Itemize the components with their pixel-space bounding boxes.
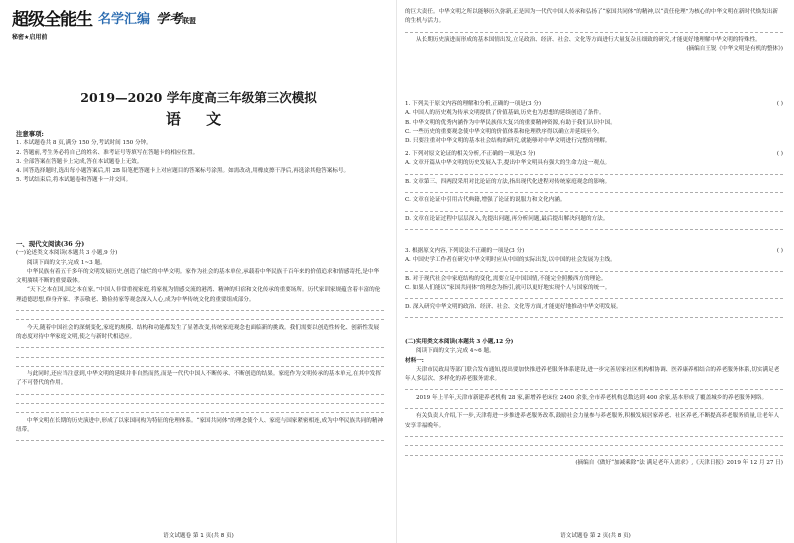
- option-c: C. 如果人们能以“家国共同体”的理念为指引,就可以更好地实现个人与国家的统一。: [405, 285, 611, 292]
- text-line-placeholder: [405, 187, 783, 196]
- brand-mark: [156, 8, 196, 27]
- instruction: 阅读下面的文字,完成 4~6 题。: [416, 348, 495, 355]
- brand-header: [12, 6, 196, 28]
- exam-title: 2019—2020 学年度高三年级第三次模拟: [80, 90, 317, 105]
- text-line-placeholder: [16, 342, 384, 351]
- brand-logo: 超级全能生: [12, 9, 92, 30]
- text-line-placeholder: [405, 266, 783, 275]
- passage-continued: [405, 8, 783, 54]
- text-line-placeholder: [16, 352, 384, 361]
- answer-bracket: ( ): [776, 101, 783, 107]
- question-stem: 1. 下列关于原文内容的理解和分析,正确的一项是(3 分) ( ): [405, 100, 783, 109]
- material-paragraph: 有关负责人介绍,下一步,天津将进一步推进养老服务改革,鼓励社会力量参与养老服务,积极发展居家养老、社区养老,不断提高养老服务质量,让老年人安享幸福晚年。: [405, 413, 780, 429]
- passage-paragraph: 今天,随着中国社会的深刻变化,家庭的规模、结构和功能都发生了显著改变,传统家庭观念也面临新的挑战。我们需要以创造性转化、创新性发展的态度对待中华家庭文明,使之与新时代相适应。: [16, 324, 380, 340]
- subsection-title: (一)论述类文本阅读(本题共 3 小题,9 分): [16, 250, 118, 257]
- section-1: [16, 240, 384, 445]
- text-line-placeholder: [405, 27, 783, 36]
- answer-bracket: ( ): [776, 151, 783, 157]
- page-footer: 语文试题卷 第 1 页(共 8 页): [163, 533, 234, 539]
- option-c: C. 一些历史的重要观念使中华文明的价值体系和伦理秩序得以确立并延续至今。: [405, 128, 603, 135]
- question-2: [405, 150, 783, 234]
- text-line-placeholder: [405, 169, 783, 178]
- brand-mark-small: 联盟: [182, 16, 197, 25]
- option-d: D. 只要注重对中华文明的基本社会结构的研究,就能够对中华文明进行完整的理解。: [405, 138, 611, 145]
- question-1: [405, 100, 783, 146]
- passage-paragraph: 与此同时,还应当注意到,中华文明的延续并非自然而然,而是一代代中国人不断传承、不断创造的结果。家庭作为文明传承的基本单元,在其中发挥了不可替代的作用。: [16, 371, 381, 387]
- text-line-placeholder: [405, 293, 783, 302]
- text-line-placeholder: [16, 435, 384, 444]
- notice-item: 2. 答题前,考生务必将自己的姓名、准考证号等填写在答题卡的相应位置。: [16, 149, 199, 156]
- notice-item: 4. 回答选择题时,选出每小题答案后,用 2B 铅笔把答题卡上对应题目的答案标号涂黑。如需改动,用橡皮擦干净后,再选涂其他答案标号。: [16, 168, 350, 175]
- passage-paragraph: 的巨大责任。中华文明之所以能够历久弥新,正是因为一代代中国人传承和弘扬了“家国共同体”的精神,以“责任伦理”为核心的中华文明在新时代焕发出新的生机与活力。: [405, 9, 778, 25]
- page-right: [397, 0, 794, 543]
- answer-bracket: ( ): [776, 248, 783, 254]
- option-b: B. 文章第三、四两段采用对比论证的方法,指出现代化进程对传统家庭观念的影响。: [405, 178, 611, 185]
- material-paragraph: 2019 年上半年,天津市新建养老机构 28 家,新增养老床位 2400 余张,全市养老机构总数达到 400 余家,基本形成了覆盖城乡的养老服务网络。: [416, 394, 768, 401]
- text-line-placeholder: [16, 305, 384, 314]
- text-line-placeholder: [405, 403, 783, 412]
- option-c: C. 文章在论证中引用古代典籍,增强了论证的说服力和文化内涵。: [405, 197, 566, 204]
- option-b: B. 对于现代社会中家庭结构的变化,需要立足中国国情,不能完全照搬西方的理论。: [405, 275, 607, 282]
- passage-paragraph: 从长期历史演进而形成的基本国情出发,立足政治、经济、社会、文化等方面进行大量复杂且细致的研究,才能更好地理解中华文明的特殊性。: [416, 36, 761, 43]
- source-citation: (摘编自《做好“加减乘除”法 满足老年人需求》,《天津日报》2019 年 12 月 27 日): [575, 459, 783, 466]
- question-stem: 3. 根据原文内容,下列说法不正确的一项是(3 分) ( ): [405, 247, 783, 256]
- text-line-placeholder: [16, 361, 384, 370]
- question-3: [405, 247, 783, 321]
- notice-item: 5. 考试结束后,将本试题卷和答题卡一并交回。: [16, 177, 132, 184]
- option-a: A. 文章开篇从中华文明的历史发展入手,提出中华文明具有强大的生命力这一观点。: [405, 160, 611, 167]
- brand-mark-text: 学考: [156, 11, 183, 27]
- brand-sub-logo: 名学汇编: [98, 11, 151, 27]
- option-a: A. 中国人的历史观为传承文明提供了价值基础,历史也为思想的延续创造了条件。: [405, 110, 605, 117]
- passage-paragraph: 中华文明在长期的历史演进中,形成了以家国同构为特征的伦理体系。“家国共同体”的理念使个人、家庭与国家紧密相连,成为中华民族共同的精神纽带。: [16, 417, 384, 433]
- material-title: 材料一:: [405, 357, 424, 364]
- notice-item: 1. 本试题卷共 8 页,满分 150 分,考试时间 150 分钟。: [16, 140, 152, 147]
- option-b: B. 中华文明的优秀内涵作为中华民族伟大复兴的重要精神资源,有助于我们认识中国。: [405, 119, 616, 126]
- notice-title: 注意事项:: [16, 130, 44, 138]
- text-line-placeholder: [405, 440, 783, 449]
- passage-paragraph: “天下之本在国,国之本在家。”中国人非常重视家庭,将家视为情感交流的港湾、精神的归宿和文化传承的重要场所。历代家训家规蕴含着丰富的伦理道德思想,修身齐家、孝亲敬老、勤俭持家等观念深入人心,成为中华传统文化的重要组成部分。: [16, 287, 381, 303]
- option-d: D. 深入研究中华文明的政治、经济、社会、文化等方面,才能更好地推动中华文明发展。: [405, 303, 622, 310]
- secret-label: 秘密★启用前: [12, 34, 48, 41]
- instruction: 阅读下面的文字,完成 1~3 题。: [27, 259, 106, 266]
- text-line-placeholder: [405, 384, 783, 393]
- material-paragraph: 天津市民政局等部门联合发布通知,提出要加快推进养老服务体系建设,进一步完善居家社区机构相协调、医养康养相结合的养老服务体系,切实满足老年人多层次、多样化的养老服务需求。: [405, 366, 780, 383]
- option-d: D. 文章在论证过程中层层深入,先提出问题,再分析问题,最后提出解决问题的方法。: [405, 216, 609, 223]
- source-citation: (摘编自王锐《中华文明是有机的整体》): [686, 46, 783, 53]
- notice-item: 3. 全部答案在答题卡上完成,答在本试题卷上无效。: [16, 158, 143, 165]
- text-line-placeholder: [405, 224, 783, 233]
- section-title: 一、现代文阅读(36 分): [16, 240, 85, 248]
- passage-paragraph: 中华民族有着五千多年的文明发展历史,创造了灿烂的中华文明。家作为社会的基本单位,承载着中华民族千百年来的价值追求和情感寄托,是中华文明赓续不断的重要载体。: [16, 268, 380, 285]
- text-line-placeholder: [16, 407, 384, 416]
- section-2: [405, 338, 783, 468]
- text-line-placeholder: [405, 312, 783, 321]
- text-line-placeholder: [16, 398, 384, 407]
- question-stem: 2. 下列对原文论证的相关分析,不正确的一项是(3 分) ( ): [405, 150, 783, 159]
- notice-section: [16, 130, 384, 186]
- option-a: A. 中国史学工作者在研究中华文明时应从中国的实际出发,以中国的社会发展为主线。: [405, 257, 616, 264]
- subsection-title: (二)实用类文本阅读(本题共 3 小题,12 分): [405, 339, 514, 345]
- text-line-placeholder: [405, 431, 783, 440]
- text-line-placeholder: [16, 314, 384, 323]
- page-footer: 语文试题卷 第 2 页(共 8 页): [560, 533, 631, 539]
- text-line-placeholder: [405, 450, 783, 459]
- text-line-placeholder: [16, 389, 384, 398]
- text-line-placeholder: [405, 206, 783, 215]
- subject-title: 语 文: [165, 110, 232, 128]
